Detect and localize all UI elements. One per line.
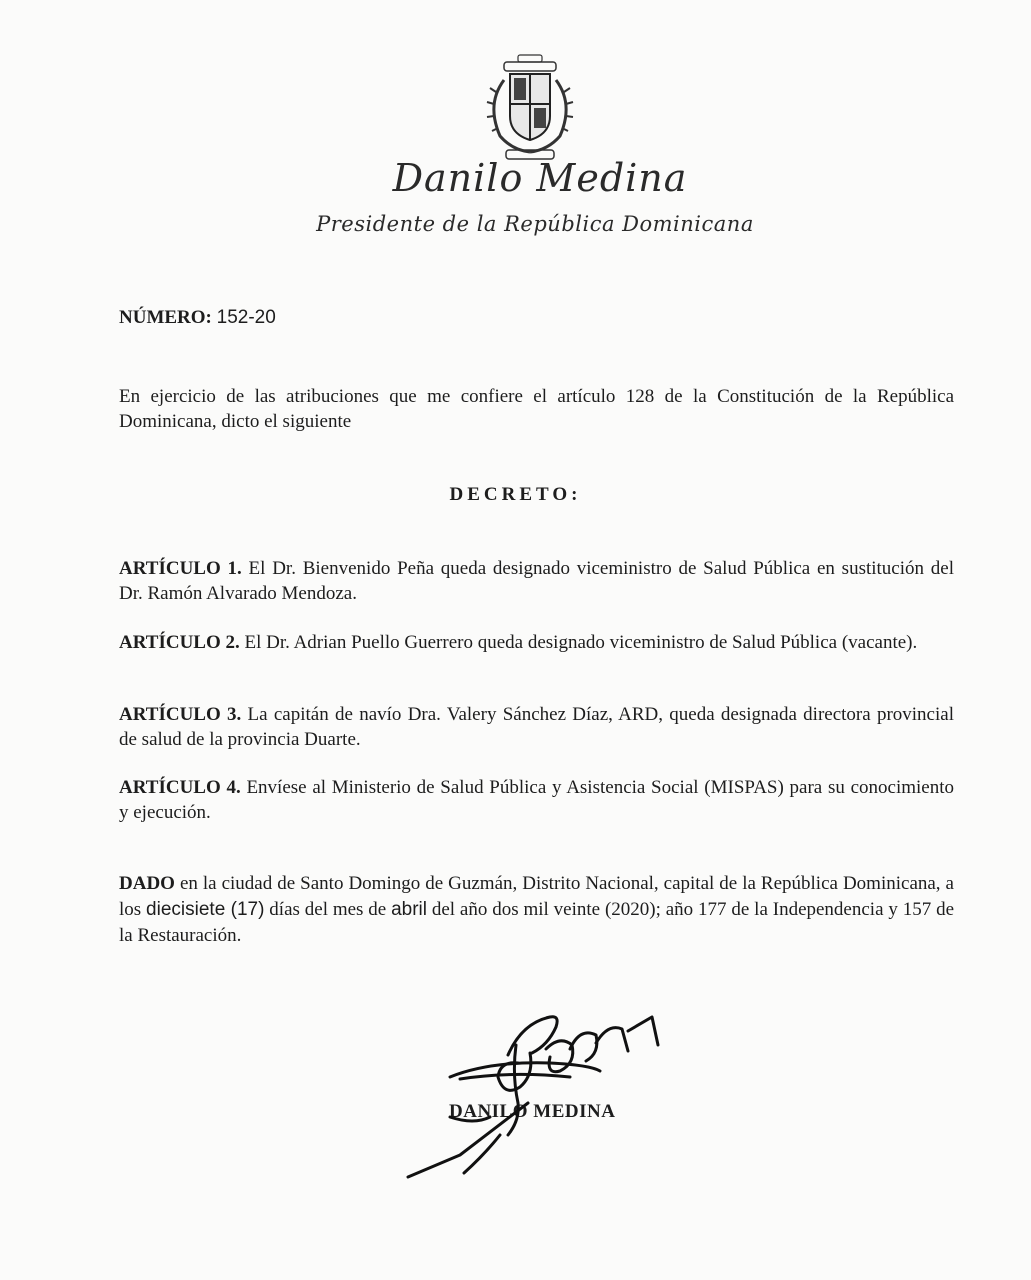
given-day: diecisiete (17) xyxy=(146,899,265,920)
article-label: ARTÍCULO 4. xyxy=(119,777,241,798)
decree-heading: DECRETO: xyxy=(449,484,582,505)
article-label: ARTÍCULO 3. xyxy=(119,704,242,725)
given-text-2: días del mes de xyxy=(269,899,387,920)
letterhead-name: Danilo Medina xyxy=(392,156,688,200)
article-text: El Dr. Bienvenido Peña queda designado viceministro de Salud Pública en sustitución del Dr. Ramón Alvarado Mendoza. xyxy=(119,558,954,604)
article-4 xyxy=(119,775,954,825)
article-text: Envíese al Ministerio de Salud Pública y Asistencia Social (MISPAS) para su conocimiento y ejecución. xyxy=(119,777,954,823)
given-clause xyxy=(119,871,954,949)
given-month: abril xyxy=(391,899,427,920)
given-label: DADO xyxy=(119,873,175,894)
article-3 xyxy=(119,702,954,752)
handwritten-signature xyxy=(400,1005,670,1190)
article-label: ARTÍCULO 1. xyxy=(119,558,242,579)
article-text: El Dr. Adrian Puello Guerrero queda designado viceministro de Salud Pública (vacante). xyxy=(244,632,918,653)
article-text: La capitán de navío Dra. Valery Sánchez Díaz, ARD, queda designada directora provincial de salud de la provincia Duarte. xyxy=(119,704,954,750)
article-label: ARTÍCULO 2. xyxy=(119,632,240,653)
given-text-1: en la ciudad de Santo Domingo de Guzmán, Distrito Nacional, capital de la República Dominicana, a los xyxy=(119,873,954,920)
preamble: En ejercicio de las atribuciones que me confiere el artículo 128 de la Constitución de la República Dominicana, dicto el siguiente xyxy=(119,386,954,432)
coat-of-arms-seal-icon xyxy=(474,54,586,166)
decree-number xyxy=(119,305,954,330)
decree-number-label: NÚMERO: xyxy=(119,307,212,328)
letterhead-title: Presidente de la República Dominicana xyxy=(316,212,754,236)
article-1 xyxy=(119,556,954,606)
signer-name: DANILO MEDINA xyxy=(449,1101,616,1122)
given-text-3: del año dos mil veinte (2020); año 177 de la Independencia y 157 de la Restauración. xyxy=(119,899,955,946)
decree-number-value: 152-20 xyxy=(216,307,276,328)
article-2 xyxy=(119,630,954,655)
